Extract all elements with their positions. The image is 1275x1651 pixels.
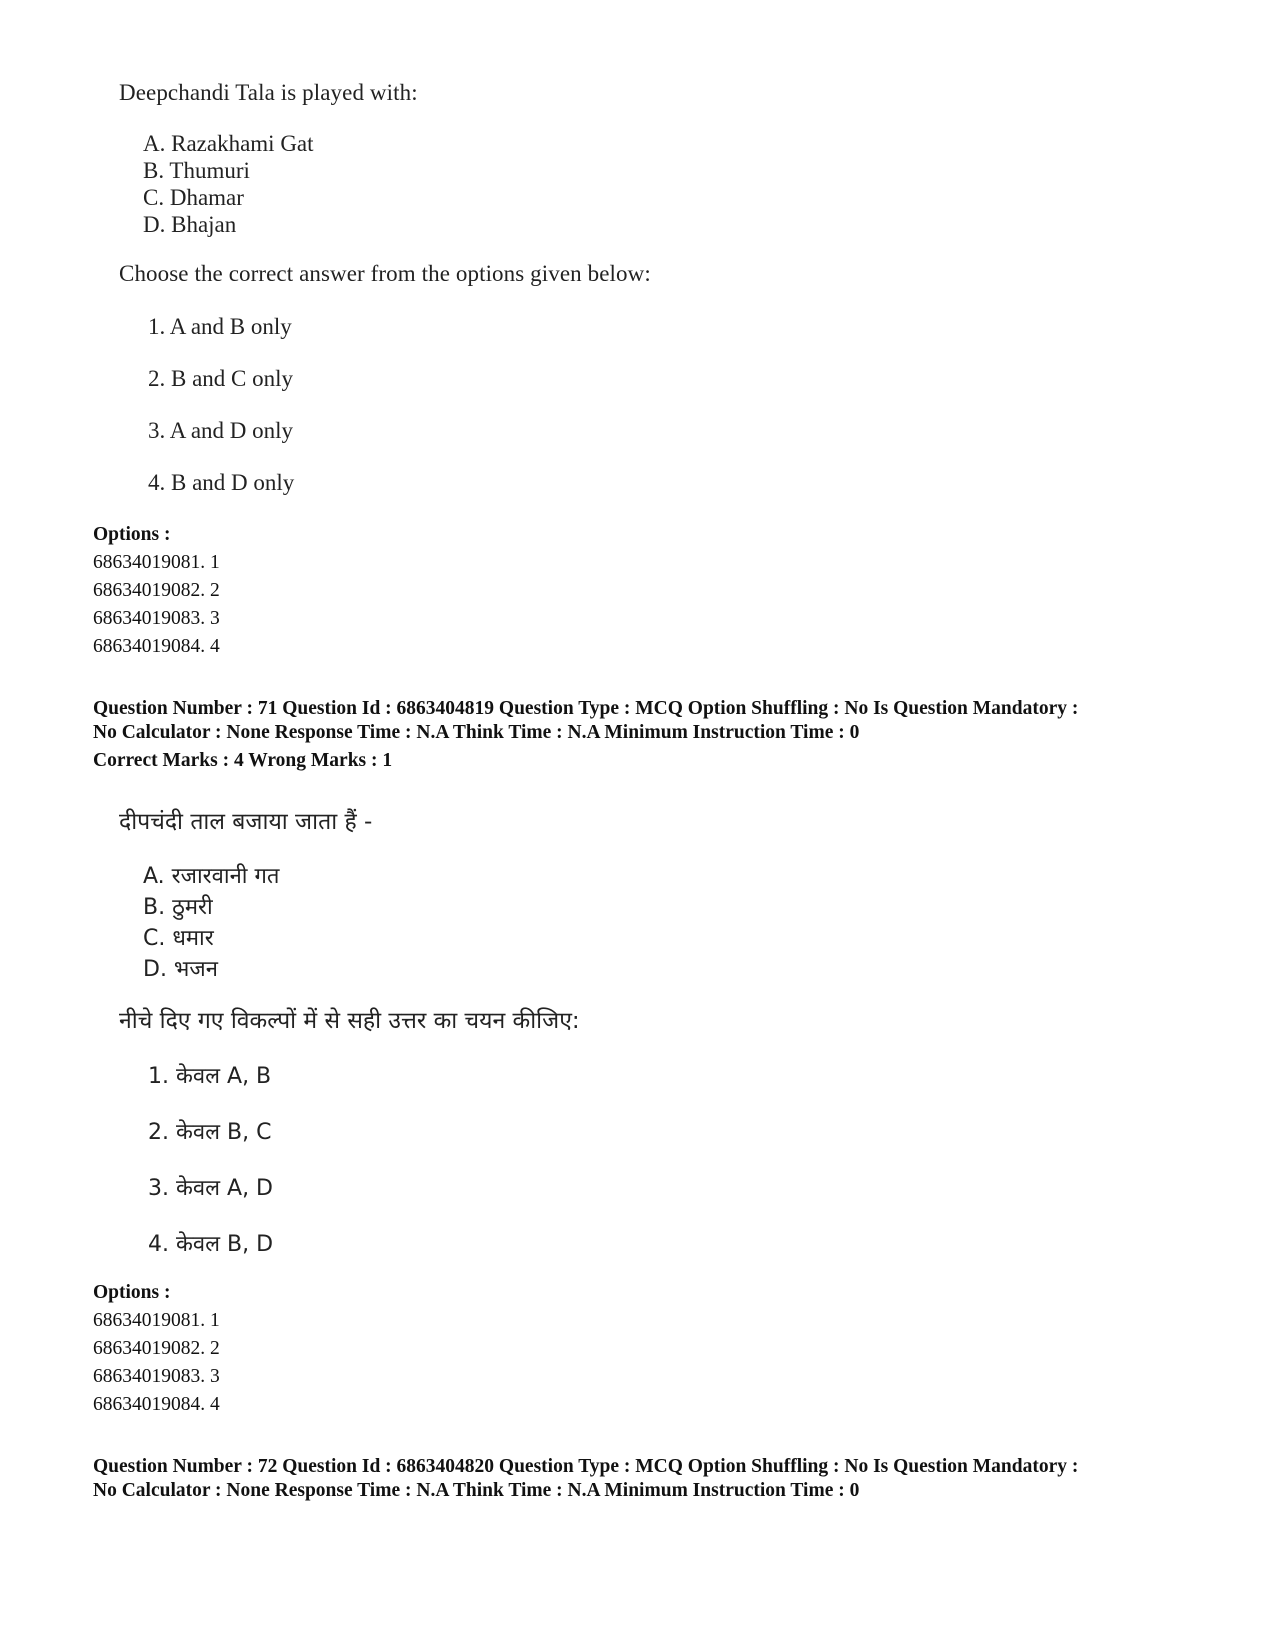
options-heading: Options : xyxy=(93,1282,171,1303)
answer-choice: 1. केवल A, B xyxy=(148,1064,272,1089)
option-line: 68634019081. 1 xyxy=(93,1310,220,1331)
option-line: 68634019084. 4 xyxy=(93,1394,220,1415)
list-item: A. रजारवानी गत xyxy=(143,864,280,889)
options-heading: Options : xyxy=(93,524,171,545)
question-meta-line: Question Number : 72 Question Id : 6863404820 Question Type : MCQ Option Shuffling : No Is Question Mandatory : xyxy=(93,1456,1079,1477)
list-item: A. Razakhami Gat xyxy=(143,131,314,156)
answer-choice: 1. A and B only xyxy=(148,314,292,339)
list-item: C. Dhamar xyxy=(143,185,244,210)
answer-choice: 2. केवल B, C xyxy=(148,1120,272,1145)
answer-choice: 3. केवल A, D xyxy=(148,1176,273,1201)
answer-prompt-en: Choose the correct answer from the options given below: xyxy=(119,261,651,286)
list-item: D. Bhajan xyxy=(143,212,237,237)
option-line: 68634019083. 3 xyxy=(93,1366,220,1387)
question-meta-line: No Calculator : None Response Time : N.A Think Time : N.A Minimum Instruction Time : 0 xyxy=(93,722,860,743)
question-stem-en: Deepchandi Tala is played with: xyxy=(119,80,418,105)
option-line: 68634019084. 4 xyxy=(93,636,220,657)
list-item: B. Thumuri xyxy=(143,158,250,183)
question-stem-hi: दीपचंदी ताल बजाया जाता हैं - xyxy=(119,809,373,835)
list-item: D. भजन xyxy=(143,957,218,982)
option-line: 68634019082. 2 xyxy=(93,580,220,601)
answer-choice: 4. केवल B, D xyxy=(148,1232,274,1257)
list-item: C. धमार xyxy=(143,926,214,951)
option-line: 68634019082. 2 xyxy=(93,1338,220,1359)
answer-choice: 4. B and D only xyxy=(148,470,295,495)
question-meta-line: No Calculator : None Response Time : N.A Think Time : N.A Minimum Instruction Time : 0 xyxy=(93,1480,860,1501)
option-line: 68634019081. 1 xyxy=(93,552,220,573)
answer-prompt-hi: नीचे दिए गए विकल्पों में से सही उत्तर का चयन कीजिए: xyxy=(119,1008,580,1034)
list-item: B. ठुमरी xyxy=(143,895,213,920)
marks-line: Correct Marks : 4 Wrong Marks : 1 xyxy=(93,750,393,771)
question-meta-line: Question Number : 71 Question Id : 6863404819 Question Type : MCQ Option Shuffling : No Is Question Mandatory : xyxy=(93,698,1079,719)
answer-choice: 2. B and C only xyxy=(148,366,294,391)
answer-choice: 3. A and D only xyxy=(148,418,294,443)
option-line: 68634019083. 3 xyxy=(93,608,220,629)
